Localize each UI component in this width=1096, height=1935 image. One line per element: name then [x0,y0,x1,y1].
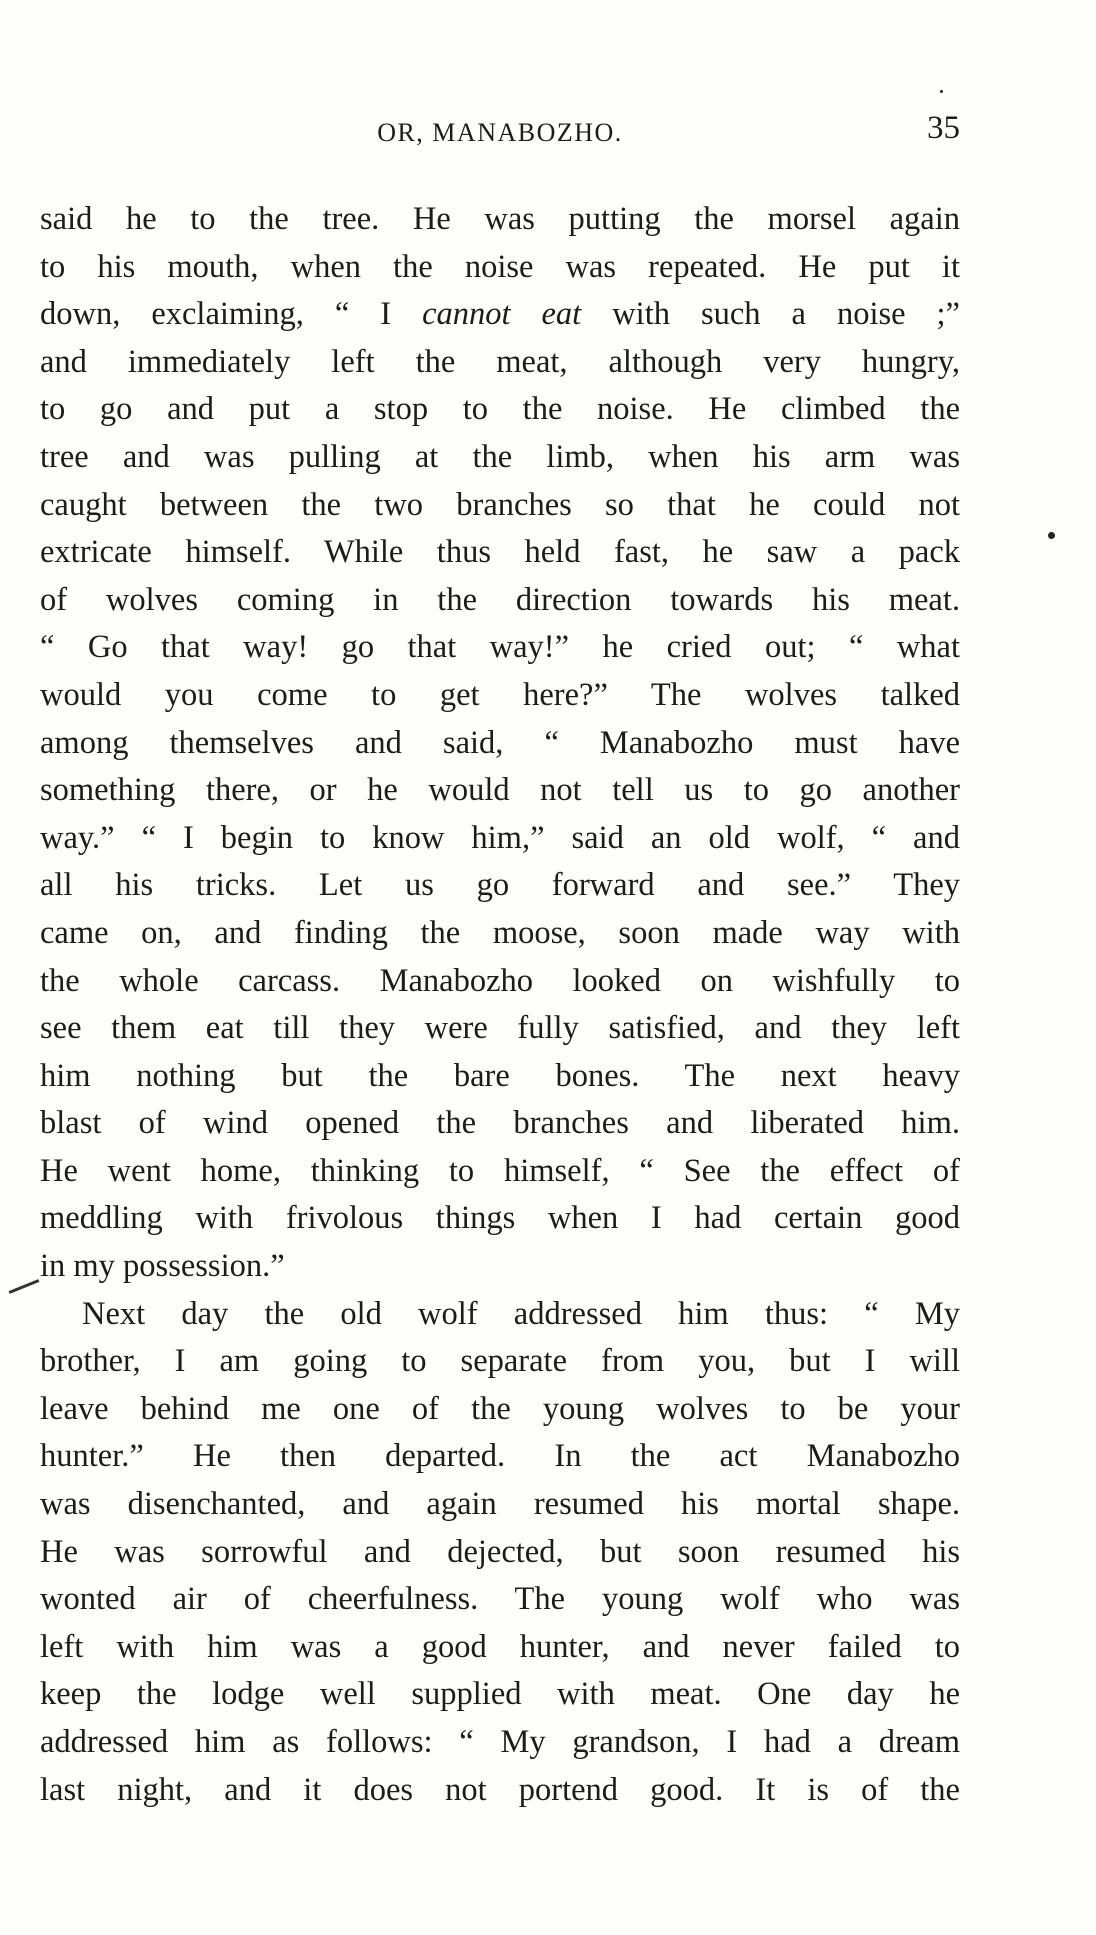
text-line: blast of wind opened the branches and liberated him. [40,1105,960,1142]
text-line: the whole carcass. Manabozho looked on wishfully to [40,962,960,999]
text-line: leave behind me one of the young wolves to be your [40,1390,960,1427]
italic-phrase: cannot eat [422,296,582,333]
text-line: tree and was pulling at the limb, when his arm was [40,438,960,475]
text-line-paragraph-start: Next day the old wolf addressed him thus: “ My [82,1295,960,1332]
text-line: “ Go that way! go that way!” he cried out; “ what [40,629,960,666]
text-line: and immediately left the meat, although very hungry, [40,343,960,380]
text-line: meddling with frivolous things when I had certain good [40,1200,960,1237]
text-line: came on, and finding the moose, soon made way with [40,914,960,951]
text-line: caught between the two branches so that he could not [40,486,960,523]
text-line: wonted air of cheerfulness. The young wolf who was [40,1581,960,1618]
text-line: of wolves coming in the direction towards his meat. [40,581,960,618]
text-line: brother, I am going to separate from you, but I will [40,1343,960,1380]
text-line: left with him was a good hunter, and never failed to [40,1628,960,1665]
ink-speck [1048,532,1055,539]
text-line: hunter.” He then departed. In the act Manabozho [40,1438,960,1475]
text-line: all his tricks. Let us go forward and see.” They [40,867,960,904]
text-line: said he to the tree. He was putting the morsel again [40,201,960,237]
text-line: would you come to get here?” The wolves talked [40,676,960,713]
text-line: him nothing but the bare bones. The next heavy [40,1057,960,1094]
text-line: extricate himself. While thus held fast, he saw a pack [40,534,960,571]
page-number: 35 [927,110,960,146]
text-line: something there, or he would not tell us to go another [40,772,960,809]
text-line: was disenchanted, and again resumed his mortal shape. [40,1486,960,1523]
text-line: see them eat till they were fully satisfied, and they left [40,1010,960,1047]
text-line: last night, and it does not portend good. It is of the [40,1771,960,1808]
ink-speck [940,90,943,93]
text-line: addressed him as follows: “ My grandson, I had a dream [40,1724,960,1760]
text-line: among themselves and said, “ Manabozho must have [40,724,960,761]
text-line-paragraph-end: in my possession.” [40,1248,285,1285]
running-head [40,110,960,158]
text-line: keep the lodge well supplied with meat. One day he [40,1676,960,1713]
text-run: down, exclaiming, “ I [40,296,423,333]
body-text [40,196,960,1814]
text-line: He was sorrowful and dejected, but soon resumed his [40,1533,960,1570]
text-line: way.” “ I begin to know him,” said an old wolf, “ and [40,819,960,856]
text-line: to his mouth, when the noise was repeated. He put it [40,248,960,285]
text-line: to go and put a stop to the noise. He climbed the [40,391,960,428]
text-line-emphasis [40,291,960,339]
running-title: OR, MANABOZHO. [377,118,623,147]
text-line: He went home, thinking to himself, “ See the effect of [40,1152,960,1189]
margin-pencil-mark [9,1279,40,1294]
text-run: with such a noise ;” [581,296,960,333]
